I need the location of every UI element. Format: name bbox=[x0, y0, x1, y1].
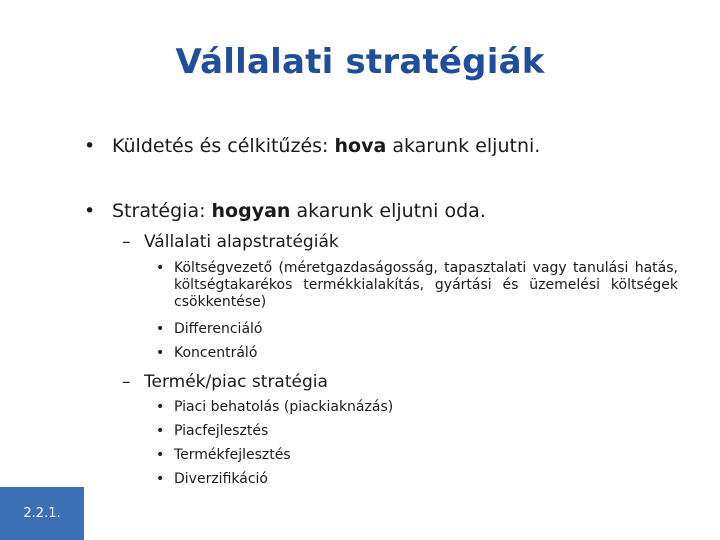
bullet-dot: • bbox=[156, 447, 165, 463]
bullet-strategy bbox=[84, 199, 486, 223]
list-item-market-development bbox=[156, 423, 678, 440]
bullet-dot: • bbox=[156, 321, 165, 337]
list-item-differentiating bbox=[156, 321, 678, 338]
bullet-dot: • bbox=[156, 345, 165, 361]
list-item-diversification bbox=[156, 471, 678, 488]
list-item-market-penetration bbox=[156, 399, 678, 416]
slide-title: Vállalati stratégiák bbox=[175, 42, 545, 82]
subheading-text: Termék/piac stratégia bbox=[144, 372, 328, 392]
list-item-text: Diverzifikáció bbox=[174, 471, 268, 487]
list-item-text: Piaci behatolás (piackiaknázás) bbox=[174, 399, 394, 415]
bullet-dot: • bbox=[84, 200, 96, 222]
bullet-dot: • bbox=[156, 471, 165, 487]
list-item-text: Termékfejlesztés bbox=[174, 447, 291, 463]
slide-number: 2.2.1. bbox=[23, 506, 61, 521]
dash-marker: – bbox=[122, 372, 131, 392]
bullet-text: Küldetés és célkitűzés: hova akarunk eljutni. bbox=[112, 135, 541, 157]
bullet-dot: • bbox=[156, 399, 165, 415]
subheading-product-market bbox=[122, 371, 328, 393]
list-item-cost-leader bbox=[156, 260, 678, 311]
list-item-text: Költségvezető (méretgazdaságosság, tapasztalati vagy tanulási hatás, költségtakarékos termékkialakítás, gyártási és üzemelési költségek csökkentése) bbox=[174, 260, 678, 310]
list-item-text: Differenciáló bbox=[174, 321, 263, 337]
bullet-text: Stratégia: hogyan akarunk eljutni oda. bbox=[112, 200, 486, 222]
list-item-text: Koncentráló bbox=[174, 345, 258, 361]
subheading-corporate-strategies bbox=[122, 231, 339, 253]
dash-marker: – bbox=[122, 232, 131, 252]
bullet-dot: • bbox=[84, 135, 96, 157]
bullet-dot: • bbox=[156, 423, 165, 439]
list-item-text: Piacfejlesztés bbox=[174, 423, 269, 439]
subheading-text: Vállalati alapstratégiák bbox=[144, 232, 339, 252]
list-item-product-development bbox=[156, 447, 678, 464]
list-item-focus bbox=[156, 345, 678, 362]
bullet-mission bbox=[84, 134, 540, 158]
bullet-dot: • bbox=[156, 260, 165, 276]
slide-number-badge bbox=[0, 487, 84, 540]
